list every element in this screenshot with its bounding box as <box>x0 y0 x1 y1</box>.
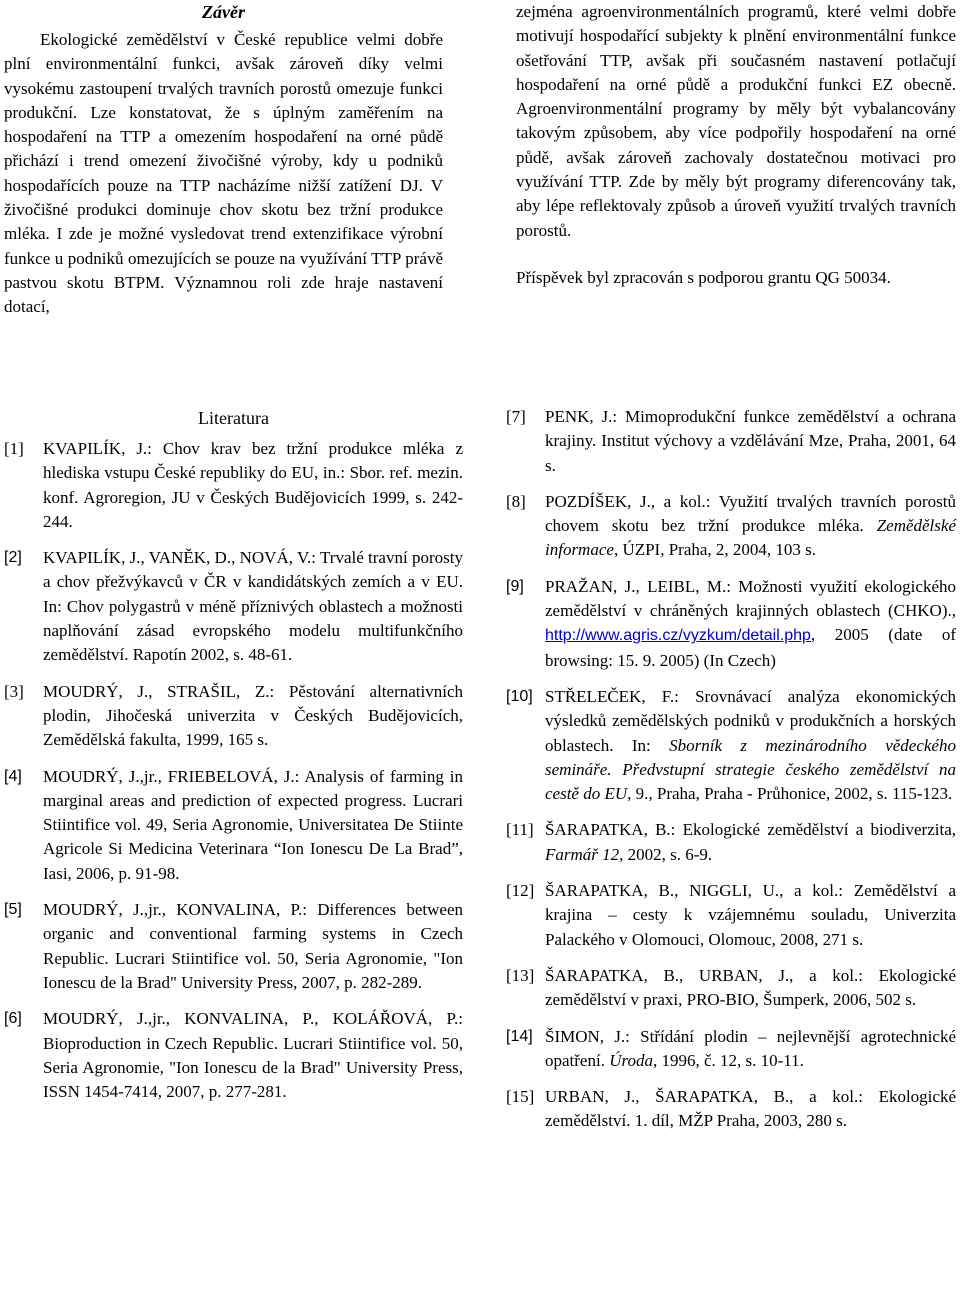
reference-number: [15] <box>506 1087 535 1107</box>
reference-number: [6] <box>4 1010 22 1028</box>
reference-text: KVAPILÍK, J.: Chov krav bez tržní produkce mléka z hlediska vstupu České republiky do EU, in.: Sbor. ref. mezin. konf. Agroregion, JU v Českých Budějovicích 1999, s. 242-244. <box>43 439 463 531</box>
reference-text <box>545 1025 956 1074</box>
reference-number: [3] <box>4 681 24 701</box>
reference-item <box>4 765 463 886</box>
acknowledgement: Příspěvek byl zpracován s podporou grantu QG 50034. <box>516 267 891 287</box>
reference-item <box>506 964 956 1013</box>
reference-item <box>506 405 956 478</box>
reference-text: PENK, J.: Mimoprodukční funkce zemědělství a ochrana krajiny. Institut výchovy a vzdělávání Mze, Praha, 2001, 64 s. <box>545 407 956 475</box>
reference-text-part: , 1996, č. 12, s. 10-11. <box>652 1050 804 1070</box>
reference-text: ŠARAPATKA, B., NIGGLI, U., a kol.: Zemědělství a krajina – cesty k vzájemnému souladu, Univerzita Palackého v Olomouci, Olomouc, 2008, 271 s. <box>545 881 956 949</box>
reference-text: MOUDRÝ, J.,jr., FRIEBELOVÁ, J.: Analysis of farming in marginal areas and prediction of expected progress. Lucrari Stiintifice vol. 49, Seria Agronomie, Universitatea De Stiinte Agricole Si Medicina Veterinara “Ion Ionescu De La Brad”, Iasi, 2006, p. 91-98. <box>43 766 463 883</box>
reference-text: URBAN, J., ŠARAPATKA, B., a kol.: Ekologické zemědělství. 1. díl, MŽP Praha, 2003, 280 s. <box>545 1087 956 1131</box>
reference-number: [7] <box>506 407 526 426</box>
reference-url-link[interactable]: http://www.agris.cz/vyzkum/detail.php <box>545 627 811 645</box>
reference-text-part: , 9., Praha, Praha - Průhonice, 2002, s. 115-123. <box>627 784 953 804</box>
reference-item <box>506 879 956 952</box>
reference-item <box>4 1007 463 1104</box>
reference-text <box>545 818 956 867</box>
reference-item <box>506 818 956 867</box>
reference-number: [11] <box>506 820 534 840</box>
reference-text: MOUDRÝ, J., STRAŠIL, Z.: Pěstování alternativních plodin, Jihočeská univerzita v Českých Budějovicích, Zemědělská fakulta, 1999, 165 s. <box>43 681 463 750</box>
reference-text-part: , ÚZPI, Praha, 2, 2004, 103 s. <box>613 540 817 560</box>
conclusion-paragraph-left: Ekologické zemědělství v České republice velmi dobře plní environmentální funkci, avšak zároveň díky velmi vysokému zastoupení trvalých travních porostů omezuje funkci produkční. Lze konstatovat, že s úplným zaměřením na hospodaření na TTP a omezením hospodaření na orné půdě přichází i trend omezení živočišné výroby, kdy u podniků hospodařících pouze na TTP nacházíme nižší zatížení DJ. V živočišné produkci dominuje chov skotu bez tržní produkce mléka. I zde je možné vysledovat trend extenzifikace výrobní funkce u podniků omezujících se pouze na využívání TTP právě pastvou skotu BTPM. Významnou roli zde hraje nastavení dotací, <box>4 30 443 317</box>
reference-item <box>506 575 956 673</box>
reference-number: [14] <box>506 1027 533 1045</box>
reference-item <box>4 898 463 995</box>
conclusion-heading: Závěr <box>202 2 245 22</box>
reference-number: [4] <box>4 767 22 785</box>
reference-number: [2] <box>4 549 22 567</box>
reference-number: [5] <box>4 901 22 919</box>
reference-text-part: PRAŽAN, J., LEIBL, M.: Možnosti využití ekologického zemědělství v chráněných krajinných oblastech (CHKO)., <box>545 576 956 621</box>
reference-number: [13] <box>506 965 535 985</box>
conclusion-right-column <box>516 0 956 290</box>
reference-text-part: STŘELEČEK, F.: Srovnávací analýza ekonomických výsledků zemědělských podniků v produkčních a horských oblastech. In: <box>545 686 956 755</box>
reference-text: MOUDRÝ, J.,jr., KONVALINA, P.: Differences between organic and conventional farming systems in Czech Republic. Lucrari Stiintifice vol. 50, Seria Agronomie, "Ion Ionescu de la Brad" University Press, 2007, p. 282-289. <box>43 900 463 992</box>
reference-item <box>506 490 956 563</box>
literature-left-column <box>4 405 463 1116</box>
conclusion-left-column <box>4 0 443 320</box>
reference-number: [10] <box>506 687 533 705</box>
reference-journal: Farmář 12 <box>545 844 620 864</box>
reference-text <box>545 575 956 673</box>
reference-number: [12] <box>506 881 535 901</box>
conclusion-paragraph-right: zejména agroenvironmentálních programů, které velmi dobře motivují hospodařící subjekty k plnění environmentální funkce ošetřování TTP, avšak při současném nastavení potlačují hospodaření na orné půdě a produkční funkci EZ obecně. Agroenvironmentální programy by měly být vybalancovány takovým způsobem, aby více podpořily hospodaření na orné půdě, avšak zároveň zachovaly dostatečnou motivaci pro využívání TTP. Zde by měly být programy diferencovány tak, aby lépe reflektovaly způsob a úroveň využití trvalých travních porostů. <box>516 2 956 240</box>
reference-text-part: ŠIMON, J.: Střídání plodin – nejlevnější agrotechnické opatření. <box>545 1026 956 1070</box>
reference-text-part: ŠARAPATKA, B.: Ekologické zemědělství a biodiverzita, <box>545 820 956 840</box>
reference-item <box>506 1085 956 1134</box>
reference-list-left <box>4 437 463 1104</box>
reference-journal: Úroda <box>609 1050 653 1070</box>
reference-text: MOUDRÝ, J.,jr., KONVALINA, P., KOLÁŘOVÁ, P.: Bioproduction in Czech Republic. Lucrari Stiintifice vol. 50, Seria Agronomie, "Ion Ionescu de la Brad" University Press, ISSN 1454-7414, 2007, p. 277-281. <box>43 1009 463 1102</box>
reference-item <box>4 680 463 753</box>
reference-text-part: POZDÍŠEK, J., a kol.: Využití trvalých travních porostů chovem skotu bez tržní produkce mléka. <box>545 491 956 536</box>
reference-number: [9] <box>506 577 524 595</box>
reference-number: [1] <box>4 439 24 458</box>
reference-item <box>506 685 956 806</box>
literature-heading: Literatura <box>198 408 269 428</box>
reference-text <box>545 685 956 806</box>
literature-right-column <box>506 405 956 1146</box>
reference-text <box>545 490 956 563</box>
reference-text-part: , 2005 (date of browsing: 15. 9. 2005) (In Czech) <box>545 625 956 670</box>
reference-item <box>4 437 463 534</box>
reference-item <box>4 546 463 667</box>
reference-item <box>506 1025 956 1074</box>
reference-text: KVAPILÍK, J., VANĚK, D., NOVÁ, V.: Trvalé travní porosty a chov přežvýkavců v ČR v kandidátských zemích a v EU. In: Chov polygastrů v méně příznivých oblastech a možnosti naplňování zásad evropského modelu multifunkčního zemědělství. Rapotín 2002, s. 48-61. <box>43 548 463 665</box>
reference-text-part: , 2002, s. 6-9. <box>619 844 713 864</box>
reference-text: ŠARAPATKA, B., URBAN, J., a kol.: Ekologické zemědělství v praxi, PRO-BIO, Šumperk, 2006, 502 s. <box>545 965 956 1010</box>
reference-journal: Zemědělské informace <box>545 516 956 560</box>
reference-journal: Sborník z mezinárodního vědeckého semináře. Předvstupní strategie českého zemědělství na cestě do EU <box>545 735 956 804</box>
reference-number: [8] <box>506 491 526 511</box>
